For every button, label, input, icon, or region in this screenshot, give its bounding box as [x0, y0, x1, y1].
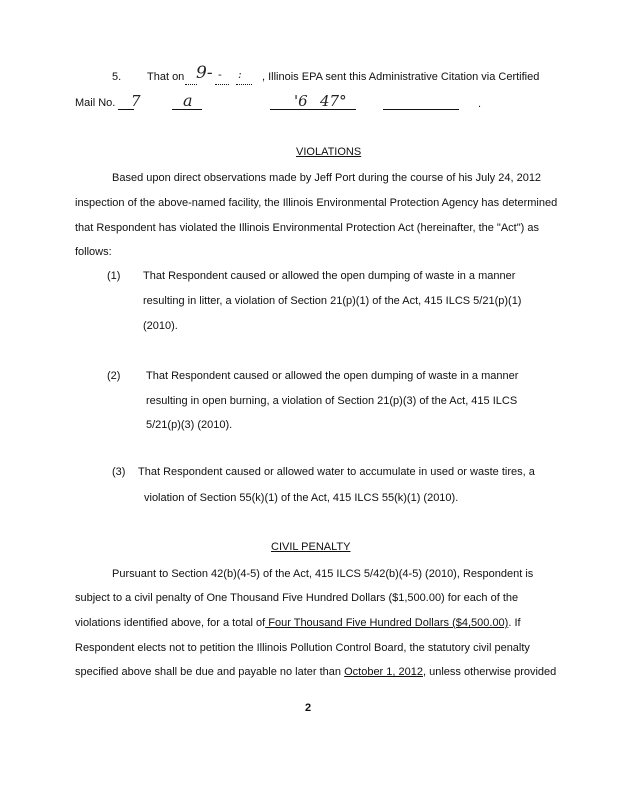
handwritten-date-1: 9- [196, 63, 213, 83]
violations-heading-text: VIOLATIONS [296, 146, 362, 158]
intro-line-2: inspection of the above-named facility, the Illinois Environmental Protection Agency has determined [75, 197, 558, 209]
violations-heading [296, 146, 361, 158]
penalty-line-1: Pursuant to Section 42(b)(4-5) of the Act, 415 ILCS 5/42(b)(4-5) (2010), Respondent is [112, 568, 534, 580]
date-blank-3 [236, 84, 252, 85]
due-date: October 1, 2012 [344, 666, 423, 678]
that-on-text: That on [147, 71, 185, 83]
handwritten-mail-1: 7 [131, 92, 141, 110]
penalty-line-5 [75, 666, 556, 678]
date-blank-1 [185, 84, 197, 85]
violation-1-number: (1) [107, 270, 121, 282]
penalty-line-3-post: . If [508, 617, 521, 629]
handwritten-mail-4: 47° [320, 92, 347, 110]
penalty-line-3 [75, 617, 521, 629]
violation-2-number: (2) [107, 370, 121, 382]
mail-period: . [478, 98, 482, 110]
violation-3-number: (3) [112, 466, 126, 478]
violation-3-line-2: violation of Section 55(k)(1) of the Act, 415 ILCS 55(k)(1) (2010). [144, 492, 459, 504]
violation-1-line-1: That Respondent caused or allowed the open dumping of waste in a manner [143, 270, 516, 282]
penalty-line-2: subject to a civil penalty of One Thousand Five Hundred Dollars ($1,500.00) for each of the [75, 592, 519, 604]
mail-no-label: Mail No. [75, 97, 116, 109]
penalty-total: Four Thousand Five Hundred Dollars ($4,500.00) [265, 617, 509, 629]
handwritten-mail-2: a [183, 91, 193, 110]
intro-line-3: that Respondent has violated the Illinois Environmental Protection Act (hereinafter, the "Act") as [75, 222, 539, 234]
handwritten-date-2: - [218, 68, 222, 81]
mail-blank-4 [383, 109, 459, 110]
penalty-line-4: Respondent elects not to petition the Illinois Pollution Control Board, the statutory civil penalty [75, 642, 530, 654]
sent-text: , Illinois EPA sent this Administrative Citation via Certified [262, 71, 540, 83]
violation-2-line-2: resulting in open burning, a violation of Section 21(p)(3) of the Act, 415 ILCS [146, 395, 518, 407]
page-number: 2 [305, 702, 312, 714]
penalty-line-5-pre: specified above shall be due and payable no later than [75, 666, 345, 678]
penalty-line-5-post: , unless otherwise provided [422, 666, 557, 678]
handwritten-mail-3: '6 [294, 92, 308, 110]
penalty-line-3-pre: violations identified above, for a total of [75, 617, 266, 629]
violation-1-line-3: (2010). [143, 320, 178, 332]
violation-2-line-3: 5/21(p)(3) (2010). [146, 419, 233, 431]
civil-penalty-heading [271, 541, 350, 553]
violation-3-line-1: That Respondent caused or allowed water to accumulate in used or waste tires, a [138, 466, 535, 478]
paragraph-number: 5. [112, 71, 122, 83]
handwritten-date-3: : [238, 68, 242, 81]
violation-1-line-2: resulting in litter, a violation of Section 21(p)(1) of the Act, 415 ILCS 5/21(p)(1) [143, 295, 522, 307]
intro-line-1: Based upon direct observations made by Jeff Port during the course of his July 24, 2012 [112, 172, 542, 184]
violation-2-line-1: That Respondent caused or allowed the open dumping of waste in a manner [146, 370, 519, 382]
date-blank-2 [215, 84, 229, 85]
intro-line-4: follows: [75, 246, 112, 258]
civil-penalty-heading-text: CIVIL PENALTY [271, 541, 351, 553]
